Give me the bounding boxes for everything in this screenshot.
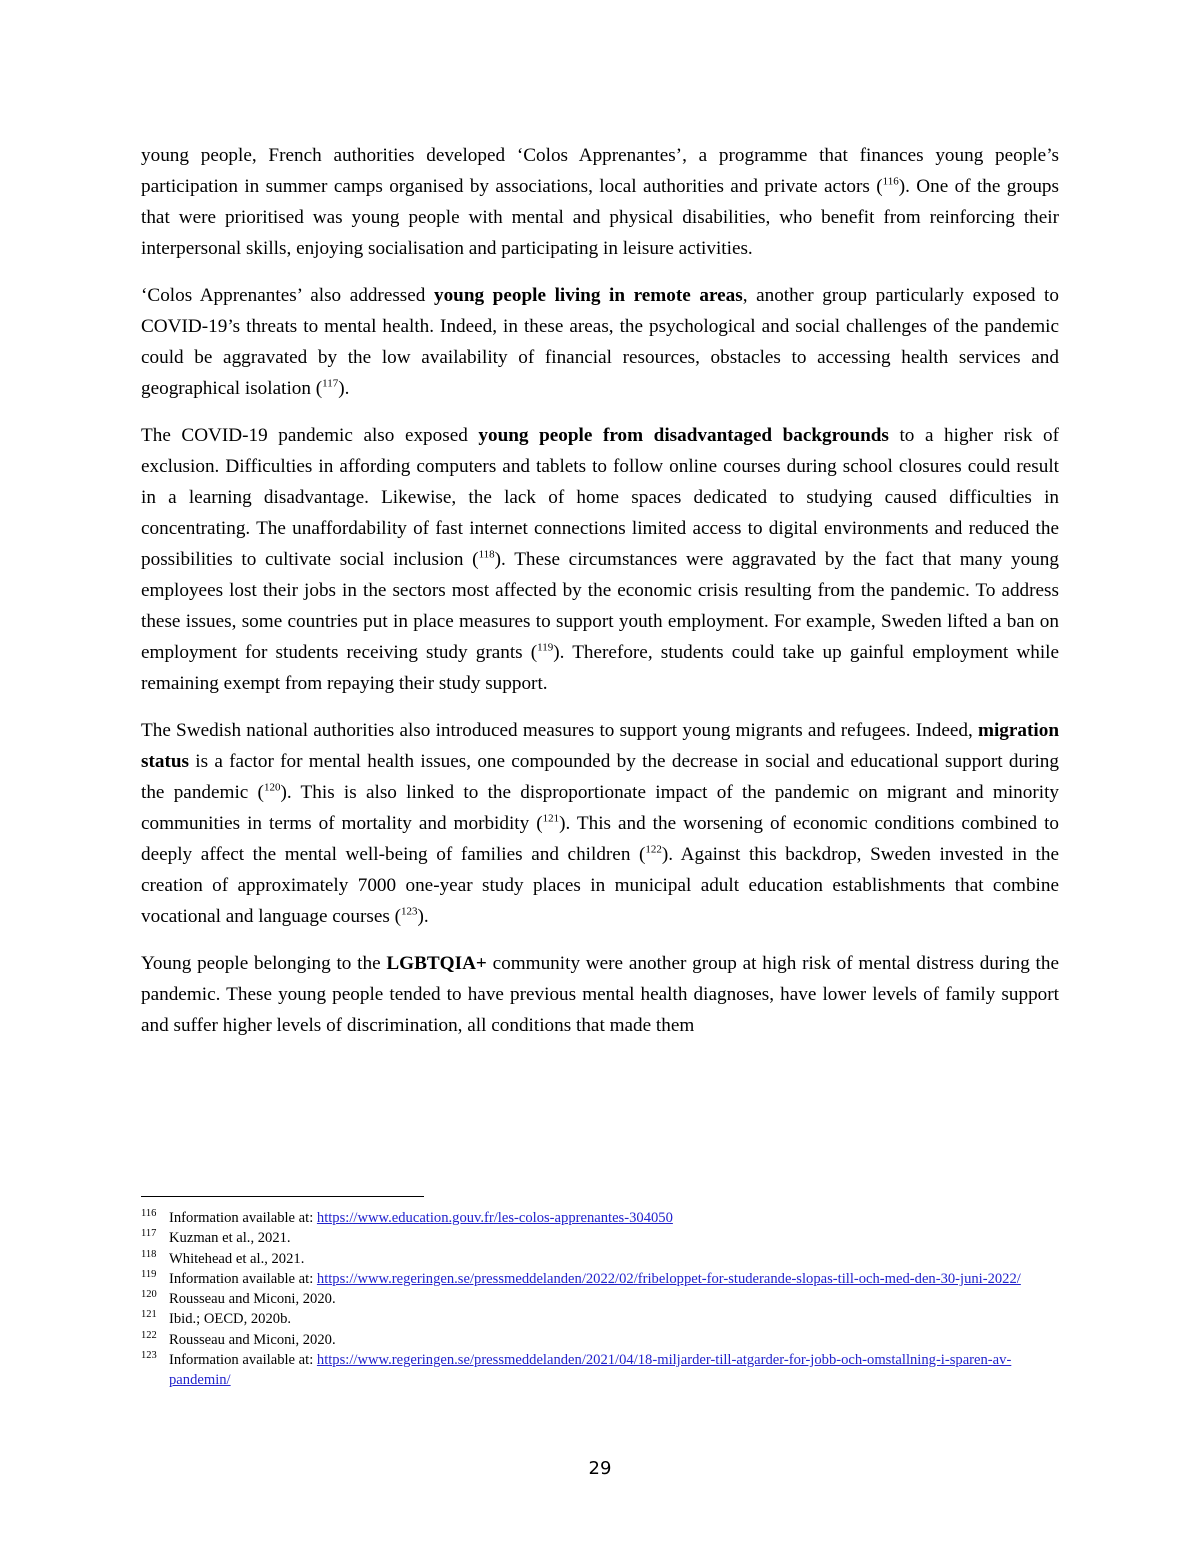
footnote-text-run: Ibid.; OECD, 2020b.	[169, 1311, 292, 1328]
footnote-text-run: Information available at:	[169, 1352, 317, 1369]
footnote-reference: 123	[401, 905, 418, 918]
footnote-reference: 118	[478, 548, 495, 561]
text-run: to a higher risk of exclusion. Difficulties in affording computers and tablets to follow online courses during school closures could result in a learning disadvantage. Likewise, the lack of home spaces dedicated to studying caused difficulties in concentrating. The unaffordability of fast internet connections limited access to digital environments and reduced the possibilities to cultivate social inclusion (	[141, 425, 1059, 570]
text-run: ). Against this backdrop, Sweden invested in the creation of approximately 7000 one-year study places in municipal adult education establishments that combine vocational and language courses (	[141, 844, 1059, 927]
footnote-text	[169, 1228, 1059, 1248]
footnote-text	[169, 1208, 1059, 1228]
bold-phrase: LGBTQIA+	[386, 953, 487, 974]
paragraph	[141, 715, 1059, 932]
footnote-item	[141, 1289, 1059, 1309]
footnote-number: 118	[141, 1248, 157, 1260]
footnote-link[interactable]: https://www.education.gouv.fr/les-colos-apprenantes-304050	[316, 1210, 673, 1226]
body-text	[141, 140, 1059, 1057]
footnote-text	[169, 1309, 1059, 1329]
footnote-number: 122	[141, 1329, 157, 1341]
footnote-item	[141, 1208, 1059, 1228]
bold-phrase: young people from disadvantaged backgrounds	[478, 425, 889, 446]
text-run: ).	[417, 906, 429, 927]
text-run: ‘Colos Apprenantes’ also addressed	[141, 285, 434, 306]
footnote-link[interactable]: https://www.regeringen.se/pressmeddelanden/2022/02/fribeloppet-for-studerande-slopas-till-och-med-den-30-juni-2022/	[316, 1270, 1021, 1287]
footnote-text	[169, 1249, 1059, 1269]
footnote-item	[141, 1330, 1059, 1350]
paragraph	[141, 948, 1059, 1041]
bold-phrase: migration status	[141, 720, 1059, 772]
paragraph	[141, 280, 1059, 404]
paragraph	[141, 140, 1059, 264]
footnote-reference: 121	[542, 812, 560, 825]
footnote-text-run: Rousseau and Miconi, 2020.	[169, 1331, 336, 1348]
footnote-text	[169, 1330, 1059, 1350]
footnote-text-run: Information available at:	[169, 1270, 317, 1287]
footnote-number: 123	[141, 1350, 157, 1362]
footnote-link[interactable]: https://www.regeringen.se/pressmeddelanden/2021/04/18-miljarder-till-atgarder-for-jobb-och-omstallning-i-sparen-av-pandemin/	[169, 1352, 1012, 1389]
bold-phrase: young people living in remote areas	[433, 285, 743, 306]
text-run: ). These circumstances were aggravated by the fact that many young employees lost their jobs in the sectors most affected by the economic crisis resulting from the pandemic. To address these issues, some countries put in place measures to support youth employment. For example, Sweden lifted a ban on employment for students receiving study grants (	[141, 549, 1059, 663]
footnote-text-run: Kuzman et al., 2021.	[169, 1230, 291, 1247]
footnote-reference: 117	[322, 377, 339, 390]
footnote-item	[141, 1249, 1059, 1269]
text-run: , another group particularly exposed to COVID-19’s threats to mental health. Indeed, in these areas, the psychological and social challenges of the pandemic could be aggravated by the low availability of financial resources, obstacles to accessing health services and geographical isolation (	[141, 285, 1059, 399]
footnotes	[141, 1208, 1059, 1391]
footnote-item	[141, 1350, 1059, 1391]
text-run: ). This and the worsening of economic conditions combined to deeply affect the mental well-being of families and children (	[141, 813, 1059, 865]
text-run: young people, French authorities developed ‘Colos Apprenantes’, a programme that finances young people’s participation in summer camps organised by associations, local authorities and private actors (	[141, 145, 1059, 197]
text-run: ).	[338, 378, 350, 399]
footnote-item	[141, 1309, 1059, 1329]
footnote-text-run: Whitehead et al., 2021.	[169, 1250, 305, 1267]
footnote-item	[141, 1228, 1059, 1248]
text-run: Young people belonging to the	[141, 953, 387, 974]
footnote-number: 116	[141, 1208, 157, 1219]
footnote-text	[169, 1269, 1059, 1289]
footnote-number: 119	[141, 1268, 157, 1280]
footnote-number: 120	[141, 1289, 157, 1301]
footnote-text-run: Information available at:	[169, 1210, 317, 1226]
footnote-reference: 119	[537, 641, 554, 654]
text-run: is a factor for mental health issues, one compounded by the decrease in social and educational support during the pandemic (	[141, 751, 1059, 803]
footnote-reference: 122	[645, 843, 662, 856]
text-run: ). Therefore, students could take up gainful employment while remaining exempt from repaying their study support.	[141, 642, 1059, 694]
text-run: ). This is also linked to the disproportionate impact of the pandemic on migrant and minority communities in terms of mortality and morbidity (	[141, 782, 1060, 834]
page-number: 29	[588, 1458, 612, 1479]
text-run: community were another group at high risk of mental distress during the pandemic. These young people tended to have previous mental health diagnoses, have lower levels of family support and suffer higher levels of discrimination, all conditions that made them	[141, 953, 1059, 1036]
footnote-number: 117	[141, 1228, 157, 1240]
footnote-item	[141, 1269, 1059, 1289]
footnote-reference: 116	[882, 175, 899, 188]
footnote-text	[169, 1350, 1059, 1391]
footnote-reference: 120	[263, 781, 281, 794]
text-run: ). One of the groups that were prioritised was young people with mental and physical disabilities, who benefit from reinforcing their interpersonal skills, enjoying socialisation and participating in leisure activities.	[141, 176, 1059, 259]
footnote-text	[169, 1289, 1059, 1309]
text-run: The COVID-19 pandemic also exposed	[141, 425, 479, 446]
footnote-text-run: Rousseau and Miconi, 2020.	[169, 1291, 336, 1308]
paragraph	[141, 420, 1059, 699]
text-run: The Swedish national authorities also introduced measures to support young migrants and refugees. Indeed,	[141, 720, 978, 741]
footnote-number: 121	[141, 1309, 157, 1321]
footnote-separator	[141, 1196, 424, 1197]
